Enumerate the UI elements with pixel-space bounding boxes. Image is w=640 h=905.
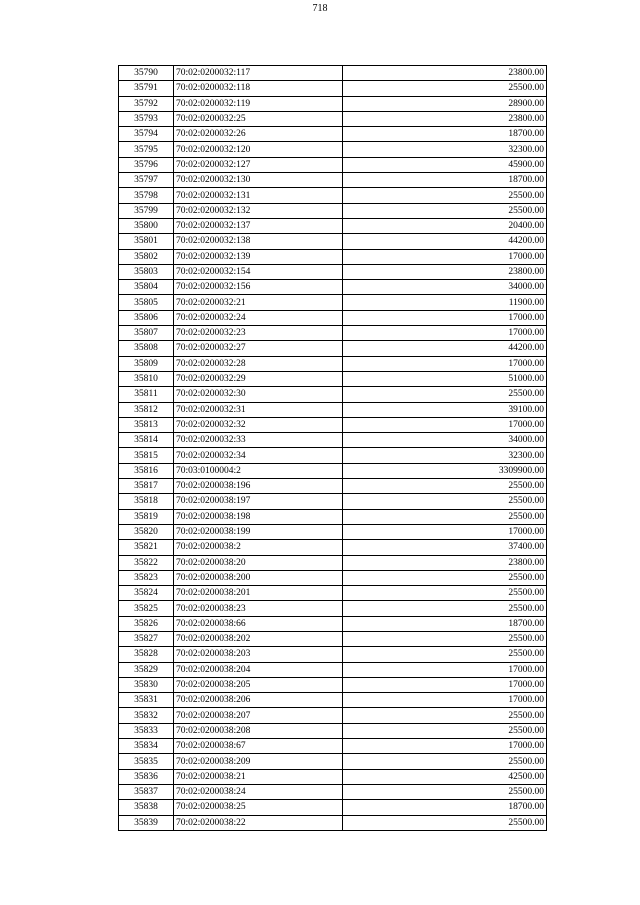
- table-row: [119, 708, 547, 723]
- value-cell: 44200.00: [343, 234, 547, 249]
- value-cell: 32300.00: [343, 448, 547, 463]
- cadastral-number-cell: 70:02:0200032:127: [174, 157, 343, 172]
- row-number-cell: 35791: [119, 81, 174, 96]
- page-number: 718: [312, 3, 328, 14]
- table-row: [119, 111, 547, 126]
- row-number-cell: 35803: [119, 264, 174, 279]
- cadastral-number-cell: 70:03:0100004:2: [174, 463, 343, 478]
- cadastral-number-cell: 70:02:0200032:119: [174, 96, 343, 111]
- value-cell: 11900.00: [343, 295, 547, 310]
- cadastral-number-cell: 70:02:0200038:207: [174, 708, 343, 723]
- value-cell: 51000.00: [343, 371, 547, 386]
- cadastral-number-cell: 70:02:0200038:203: [174, 647, 343, 662]
- table-row: [119, 677, 547, 692]
- value-cell: 18700.00: [343, 800, 547, 815]
- table-row: [119, 800, 547, 815]
- row-number-cell: 35793: [119, 111, 174, 126]
- row-number-cell: 35809: [119, 356, 174, 371]
- table-row: [119, 356, 547, 371]
- table-row: [119, 264, 547, 279]
- value-cell: 25500.00: [343, 479, 547, 494]
- table-row: [119, 234, 547, 249]
- cadastral-number-cell: 70:02:0200032:28: [174, 356, 343, 371]
- row-number-cell: 35822: [119, 555, 174, 570]
- table-row: [119, 402, 547, 417]
- table-row: [119, 586, 547, 601]
- row-number-cell: 35811: [119, 387, 174, 402]
- table-row: [119, 326, 547, 341]
- row-number-cell: 35824: [119, 586, 174, 601]
- value-cell: 28900.00: [343, 96, 547, 111]
- table-row: [119, 693, 547, 708]
- table-body: [119, 66, 547, 831]
- row-number-cell: 35794: [119, 127, 174, 142]
- row-number-cell: 35808: [119, 341, 174, 356]
- value-cell: 17000.00: [343, 417, 547, 432]
- table-row: [119, 142, 547, 157]
- row-number-cell: 35818: [119, 494, 174, 509]
- table-row: [119, 647, 547, 662]
- row-number-cell: 35813: [119, 417, 174, 432]
- cadastral-number-cell: 70:02:0200038:206: [174, 693, 343, 708]
- row-number-cell: 35821: [119, 540, 174, 555]
- table-row: [119, 371, 547, 386]
- value-cell: 45900.00: [343, 157, 547, 172]
- table-row: [119, 417, 547, 432]
- row-number-cell: 35832: [119, 708, 174, 723]
- table-row: [119, 616, 547, 631]
- row-number-cell: 35817: [119, 479, 174, 494]
- value-cell: 25500.00: [343, 784, 547, 799]
- value-cell: 25500.00: [343, 723, 547, 738]
- table-row: [119, 494, 547, 509]
- value-cell: 25500.00: [343, 815, 547, 830]
- value-cell: 20400.00: [343, 218, 547, 233]
- value-cell: 25500.00: [343, 203, 547, 218]
- row-number-cell: 35806: [119, 310, 174, 325]
- row-number-cell: 35799: [119, 203, 174, 218]
- table-row: [119, 524, 547, 539]
- table-row: [119, 463, 547, 478]
- cadastral-number-cell: 70:02:0200038:25: [174, 800, 343, 815]
- cadastral-number-cell: 70:02:0200038:67: [174, 739, 343, 754]
- value-cell: 17000.00: [343, 310, 547, 325]
- cadastral-number-cell: 70:02:0200038:209: [174, 754, 343, 769]
- cadastral-number-cell: 70:02:0200032:23: [174, 326, 343, 341]
- cadastral-number-cell: 70:02:0200038:66: [174, 616, 343, 631]
- table-row: [119, 280, 547, 295]
- value-cell: 25500.00: [343, 570, 547, 585]
- table-row: [119, 570, 547, 585]
- value-cell: 23800.00: [343, 66, 547, 81]
- row-number-cell: 35836: [119, 769, 174, 784]
- cadastral-number-cell: 70:02:0200032:34: [174, 448, 343, 463]
- table-row: [119, 723, 547, 738]
- table-row: [119, 662, 547, 677]
- value-cell: 42500.00: [343, 769, 547, 784]
- row-number-cell: 35826: [119, 616, 174, 631]
- cadastral-number-cell: 70:02:0200038:205: [174, 677, 343, 692]
- row-number-cell: 35831: [119, 693, 174, 708]
- value-cell: 17000.00: [343, 677, 547, 692]
- value-cell: 37400.00: [343, 540, 547, 555]
- value-cell: 25500.00: [343, 509, 547, 524]
- row-number-cell: 35825: [119, 601, 174, 616]
- value-cell: 17000.00: [343, 739, 547, 754]
- row-number-cell: 35816: [119, 463, 174, 478]
- cadastral-number-cell: 70:02:0200032:156: [174, 280, 343, 295]
- table-row: [119, 96, 547, 111]
- row-number-cell: 35812: [119, 402, 174, 417]
- cadastral-number-cell: 70:02:0200038:21: [174, 769, 343, 784]
- cadastral-number-cell: 70:02:0200032:138: [174, 234, 343, 249]
- row-number-cell: 35838: [119, 800, 174, 815]
- table-row: [119, 601, 547, 616]
- cadastral-number-cell: 70:02:0200032:33: [174, 433, 343, 448]
- table-row: [119, 433, 547, 448]
- table-row: [119, 218, 547, 233]
- cadastral-number-cell: 70:02:0200032:139: [174, 249, 343, 264]
- row-number-cell: 35814: [119, 433, 174, 448]
- table-row: [119, 341, 547, 356]
- table-row: [119, 555, 547, 570]
- cadastral-number-cell: 70:02:0200032:154: [174, 264, 343, 279]
- row-number-cell: 35830: [119, 677, 174, 692]
- row-number-cell: 35810: [119, 371, 174, 386]
- value-cell: 25500.00: [343, 188, 547, 203]
- row-number-cell: 35797: [119, 173, 174, 188]
- value-cell: 18700.00: [343, 127, 547, 142]
- row-number-cell: 35837: [119, 784, 174, 799]
- cadastral-number-cell: 70:02:0200032:26: [174, 127, 343, 142]
- value-cell: 25500.00: [343, 631, 547, 646]
- table-row: [119, 540, 547, 555]
- value-cell: 23800.00: [343, 555, 547, 570]
- cadastral-number-cell: 70:02:0200032:29: [174, 371, 343, 386]
- row-number-cell: 35801: [119, 234, 174, 249]
- cadastral-number-cell: 70:02:0200038:22: [174, 815, 343, 830]
- table-row: [119, 310, 547, 325]
- cadastral-number-cell: 70:02:0200038:198: [174, 509, 343, 524]
- table-row: [119, 295, 547, 310]
- row-number-cell: 35807: [119, 326, 174, 341]
- value-cell: 25500.00: [343, 81, 547, 96]
- row-number-cell: 35804: [119, 280, 174, 295]
- cadastral-number-cell: 70:02:0200038:202: [174, 631, 343, 646]
- cadastral-number-cell: 70:02:0200032:25: [174, 111, 343, 126]
- cadastral-number-cell: 70:02:0200032:137: [174, 218, 343, 233]
- row-number-cell: 35834: [119, 739, 174, 754]
- row-number-cell: 35839: [119, 815, 174, 830]
- cadastral-number-cell: 70:02:0200032:31: [174, 402, 343, 417]
- value-cell: 25500.00: [343, 601, 547, 616]
- value-cell: 39100.00: [343, 402, 547, 417]
- table-row: [119, 157, 547, 172]
- cadastral-number-cell: 70:02:0200032:21: [174, 295, 343, 310]
- table-row: [119, 631, 547, 646]
- table-row: [119, 81, 547, 96]
- row-number-cell: 35828: [119, 647, 174, 662]
- table-row: [119, 815, 547, 830]
- cadastral-number-cell: 70:02:0200038:196: [174, 479, 343, 494]
- cadastral-number-cell: 70:02:0200038:20: [174, 555, 343, 570]
- value-cell: 44200.00: [343, 341, 547, 356]
- row-number-cell: 35800: [119, 218, 174, 233]
- table-row: [119, 769, 547, 784]
- value-cell: 25500.00: [343, 647, 547, 662]
- cadastral-number-cell: 70:02:0200032:118: [174, 81, 343, 96]
- value-cell: 32300.00: [343, 142, 547, 157]
- cadastral-number-cell: 70:02:0200038:200: [174, 570, 343, 585]
- table-row: [119, 188, 547, 203]
- table-row: [119, 754, 547, 769]
- row-number-cell: 35827: [119, 631, 174, 646]
- value-cell: 23800.00: [343, 111, 547, 126]
- value-cell: 25500.00: [343, 387, 547, 402]
- cadastral-number-cell: 70:02:0200032:32: [174, 417, 343, 432]
- table-row: [119, 127, 547, 142]
- cadastral-number-cell: 70:02:0200038:208: [174, 723, 343, 738]
- table-row: [119, 249, 547, 264]
- row-number-cell: 35835: [119, 754, 174, 769]
- row-number-cell: 35833: [119, 723, 174, 738]
- row-number-cell: 35815: [119, 448, 174, 463]
- cadastral-number-cell: 70:02:0200038:199: [174, 524, 343, 539]
- value-cell: 17000.00: [343, 662, 547, 677]
- table-row: [119, 203, 547, 218]
- value-cell: 18700.00: [343, 616, 547, 631]
- row-number-cell: 35792: [119, 96, 174, 111]
- row-number-cell: 35795: [119, 142, 174, 157]
- row-number-cell: 35829: [119, 662, 174, 677]
- value-cell: 23800.00: [343, 264, 547, 279]
- value-cell: 25500.00: [343, 586, 547, 601]
- value-cell: 17000.00: [343, 524, 547, 539]
- cadastral-number-cell: 70:02:0200038:197: [174, 494, 343, 509]
- row-number-cell: 35805: [119, 295, 174, 310]
- cadastral-number-cell: 70:02:0200038:2: [174, 540, 343, 555]
- cadastral-number-cell: 70:02:0200032:24: [174, 310, 343, 325]
- table-row: [119, 448, 547, 463]
- cadastral-number-cell: 70:02:0200038:24: [174, 784, 343, 799]
- value-cell: 25500.00: [343, 708, 547, 723]
- row-number-cell: 35790: [119, 66, 174, 81]
- row-number-cell: 35802: [119, 249, 174, 264]
- cadastral-number-cell: 70:02:0200032:117: [174, 66, 343, 81]
- value-cell: 34000.00: [343, 433, 547, 448]
- cadastral-number-cell: 70:02:0200038:23: [174, 601, 343, 616]
- cadastral-value-table: [118, 65, 547, 831]
- row-number-cell: 35820: [119, 524, 174, 539]
- table-row: [119, 173, 547, 188]
- value-cell: 17000.00: [343, 249, 547, 264]
- table-row: [119, 509, 547, 524]
- row-number-cell: 35819: [119, 509, 174, 524]
- cadastral-number-cell: 70:02:0200032:130: [174, 173, 343, 188]
- table-row: [119, 387, 547, 402]
- table-row: [119, 66, 547, 81]
- value-cell: 17000.00: [343, 326, 547, 341]
- value-cell: 17000.00: [343, 356, 547, 371]
- value-cell: 3309900.00: [343, 463, 547, 478]
- value-cell: 25500.00: [343, 754, 547, 769]
- cadastral-number-cell: 70:02:0200032:120: [174, 142, 343, 157]
- value-cell: 17000.00: [343, 693, 547, 708]
- value-cell: 34000.00: [343, 280, 547, 295]
- table-row: [119, 784, 547, 799]
- cadastral-number-cell: 70:02:0200032:132: [174, 203, 343, 218]
- value-cell: 18700.00: [343, 173, 547, 188]
- table-row: [119, 739, 547, 754]
- row-number-cell: 35796: [119, 157, 174, 172]
- cadastral-number-cell: 70:02:0200038:204: [174, 662, 343, 677]
- table-row: [119, 479, 547, 494]
- cadastral-number-cell: 70:02:0200032:27: [174, 341, 343, 356]
- cadastral-number-cell: 70:02:0200032:131: [174, 188, 343, 203]
- cadastral-number-cell: 70:02:0200038:201: [174, 586, 343, 601]
- row-number-cell: 35823: [119, 570, 174, 585]
- cadastral-number-cell: 70:02:0200032:30: [174, 387, 343, 402]
- row-number-cell: 35798: [119, 188, 174, 203]
- value-cell: 25500.00: [343, 494, 547, 509]
